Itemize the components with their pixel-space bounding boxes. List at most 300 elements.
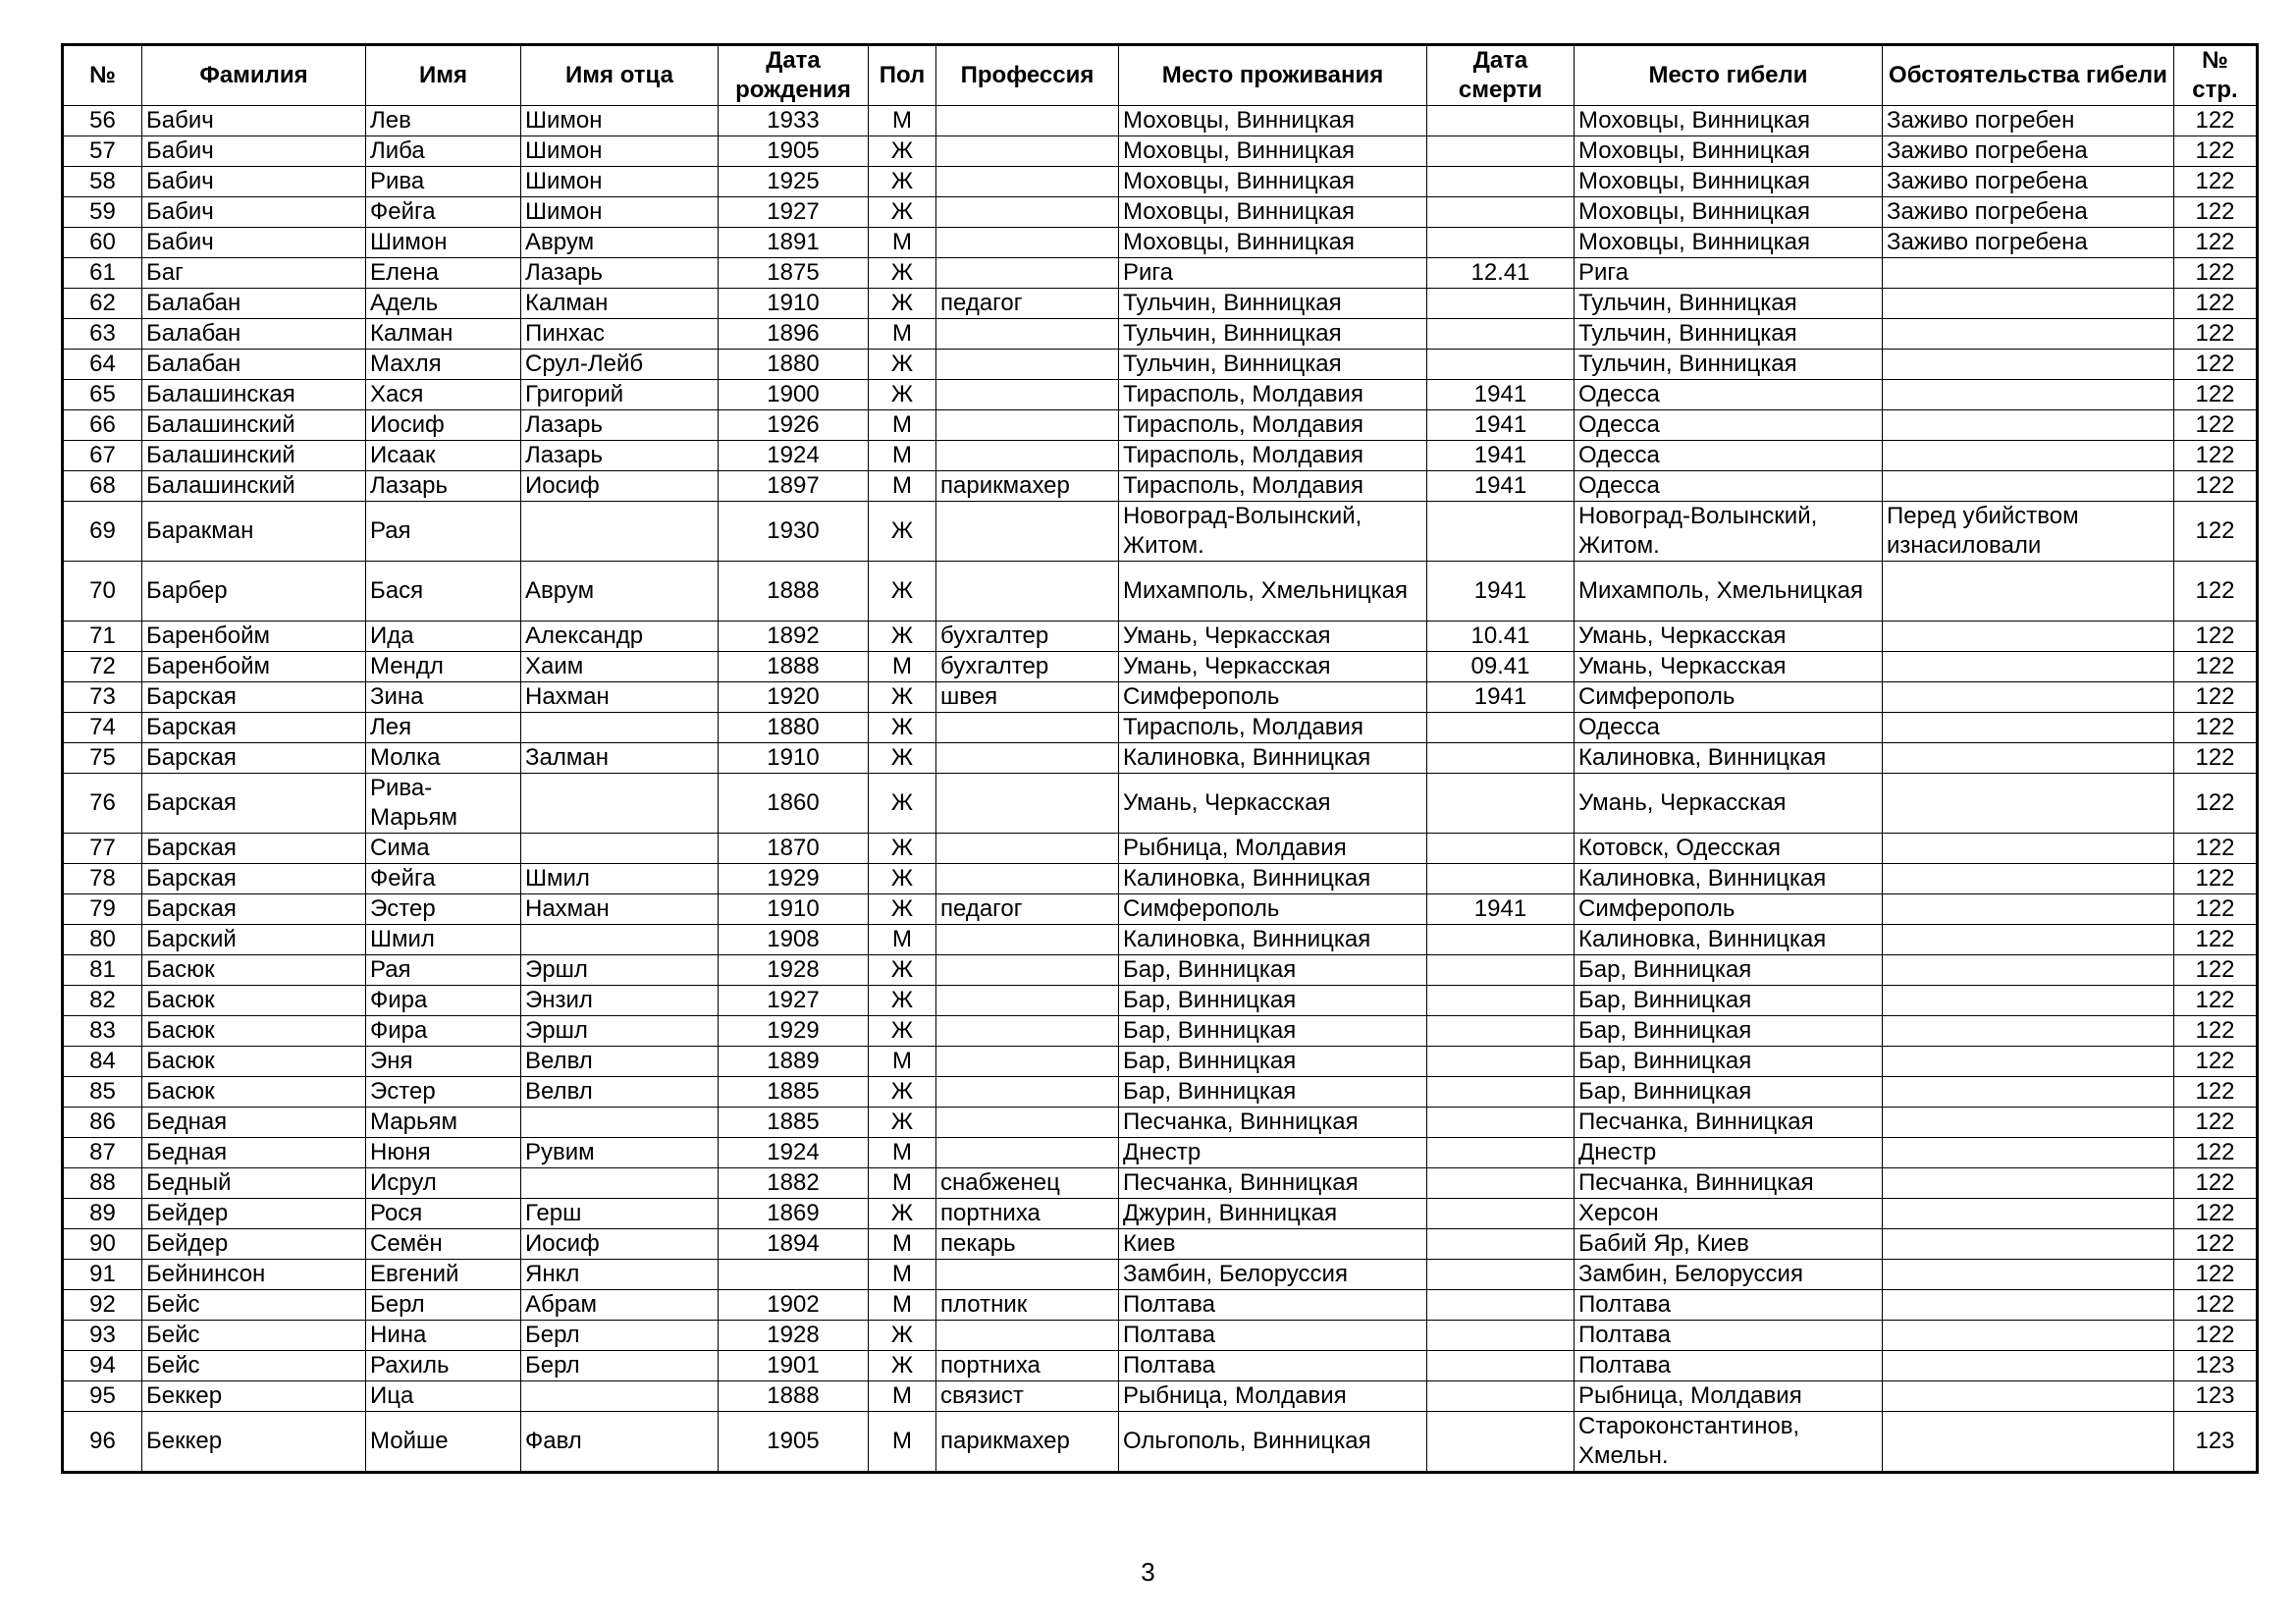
cell-residence: Полтава [1119, 1290, 1427, 1321]
cell-birth-year: 1905 [719, 1412, 869, 1473]
cell-birth-year: 1927 [719, 197, 869, 228]
cell-circumstances [1883, 258, 2174, 289]
cell-sex: Ж [869, 1321, 936, 1351]
cell-death-place: Симферополь [1575, 682, 1883, 713]
cell-profession [936, 562, 1119, 622]
table-header-row [63, 45, 2258, 106]
cell-surname: Беккер [142, 1381, 366, 1412]
cell-sex: М [869, 925, 936, 955]
cell-death-date [1427, 955, 1575, 986]
cell-residence: Полтава [1119, 1351, 1427, 1381]
cell-page-ref: 122 [2174, 502, 2258, 562]
cell-circumstances [1883, 774, 2174, 834]
cell-profession [936, 167, 1119, 197]
cell-residence: Тирасполь, Молдавия [1119, 713, 1427, 743]
cell-surname: Баренбойм [142, 652, 366, 682]
cell-surname: Барская [142, 774, 366, 834]
cell-patronymic: Берл [521, 1351, 719, 1381]
table-row [63, 622, 2258, 652]
cell-circumstances [1883, 1168, 2174, 1199]
cell-residence: Умань, Черкасская [1119, 622, 1427, 652]
cell-first-name: Рива [366, 167, 521, 197]
header-col-sex: Пол [869, 45, 936, 106]
cell-patronymic: Велвл [521, 1077, 719, 1108]
cell-death-date: 1941 [1427, 562, 1575, 622]
cell-birth-year: 1929 [719, 1016, 869, 1047]
cell-surname: Балашинский [142, 410, 366, 441]
cell-number: 75 [63, 743, 142, 774]
cell-birth-year: 1933 [719, 106, 869, 136]
cell-birth-year: 1888 [719, 1381, 869, 1412]
cell-circumstances [1883, 713, 2174, 743]
cell-death-place: Моховцы, Винницкая [1575, 106, 1883, 136]
header-col-first-name: Имя [366, 45, 521, 106]
cell-circumstances [1883, 894, 2174, 925]
cell-page-ref: 122 [2174, 682, 2258, 713]
cell-number: 91 [63, 1260, 142, 1290]
cell-death-date [1427, 1321, 1575, 1351]
table-row [63, 925, 2258, 955]
cell-residence: Ольгополь, Винницкая [1119, 1412, 1427, 1473]
cell-circumstances [1883, 441, 2174, 471]
cell-profession [936, 502, 1119, 562]
cell-first-name: Сима [366, 834, 521, 864]
cell-circumstances [1883, 1290, 2174, 1321]
cell-number: 92 [63, 1290, 142, 1321]
cell-profession [936, 1260, 1119, 1290]
cell-sex: М [869, 1381, 936, 1412]
cell-death-place: Полтава [1575, 1351, 1883, 1381]
cell-page-ref: 122 [2174, 167, 2258, 197]
cell-first-name: Эстер [366, 1077, 521, 1108]
cell-death-date [1427, 925, 1575, 955]
cell-surname: Басюк [142, 955, 366, 986]
cell-surname: Балашинский [142, 471, 366, 502]
cell-birth-year: 1924 [719, 441, 869, 471]
header-col-number: № [63, 45, 142, 106]
cell-sex: Ж [869, 167, 936, 197]
cell-profession: парикмахер [936, 471, 1119, 502]
cell-death-place: Тульчин, Винницкая [1575, 289, 1883, 319]
cell-profession [936, 1077, 1119, 1108]
cell-sex: М [869, 1168, 936, 1199]
cell-residence: Моховцы, Винницкая [1119, 228, 1427, 258]
cell-number: 78 [63, 864, 142, 894]
cell-first-name: Ица [366, 1381, 521, 1412]
cell-page-ref: 122 [2174, 986, 2258, 1016]
cell-patronymic: Шмил [521, 864, 719, 894]
cell-death-date [1427, 1047, 1575, 1077]
table-row [63, 1108, 2258, 1138]
cell-death-place: Новоград-Волынский, Житом. [1575, 502, 1883, 562]
cell-page-ref: 123 [2174, 1381, 2258, 1412]
cell-death-place: Михамполь, Хмельницкая [1575, 562, 1883, 622]
cell-number: 60 [63, 228, 142, 258]
cell-death-date [1427, 1290, 1575, 1321]
cell-death-place: Песчанка, Винницкая [1575, 1108, 1883, 1138]
cell-page-ref: 123 [2174, 1351, 2258, 1381]
header-col-patronymic: Имя отца [521, 45, 719, 106]
cell-sex: Ж [869, 955, 936, 986]
cell-surname: Бедный [142, 1168, 366, 1199]
cell-sex: Ж [869, 1351, 936, 1381]
cell-sex: М [869, 106, 936, 136]
cell-surname: Бейдер [142, 1199, 366, 1229]
cell-surname: Барская [142, 682, 366, 713]
cell-birth-year [719, 1260, 869, 1290]
cell-patronymic: Александр [521, 622, 719, 652]
table-row [63, 1047, 2258, 1077]
cell-page-ref: 122 [2174, 410, 2258, 441]
cell-residence: Тульчин, Винницкая [1119, 350, 1427, 380]
cell-patronymic: Эршл [521, 955, 719, 986]
cell-residence: Бар, Винницкая [1119, 955, 1427, 986]
cell-death-date: 1941 [1427, 471, 1575, 502]
cell-page-ref: 122 [2174, 1229, 2258, 1260]
cell-death-place: Рига [1575, 258, 1883, 289]
cell-death-place: Песчанка, Винницкая [1575, 1168, 1883, 1199]
cell-patronymic [521, 1381, 719, 1412]
table-row [63, 1199, 2258, 1229]
cell-number: 79 [63, 894, 142, 925]
cell-residence: Песчанка, Винницкая [1119, 1108, 1427, 1138]
cell-sex: Ж [869, 894, 936, 925]
cell-death-date [1427, 1260, 1575, 1290]
cell-sex: Ж [869, 713, 936, 743]
cell-residence: Киев [1119, 1229, 1427, 1260]
cell-circumstances [1883, 1108, 2174, 1138]
cell-first-name: Фира [366, 986, 521, 1016]
cell-death-place: Калиновка, Винницкая [1575, 743, 1883, 774]
cell-birth-year: 1924 [719, 1138, 869, 1168]
table-row [63, 774, 2258, 834]
cell-profession [936, 106, 1119, 136]
cell-circumstances: Заживо погребен [1883, 106, 2174, 136]
table-row [63, 652, 2258, 682]
cell-death-place: Умань, Черкасская [1575, 622, 1883, 652]
table-row [63, 410, 2258, 441]
table-row [63, 834, 2258, 864]
cell-profession [936, 350, 1119, 380]
cell-birth-year: 1901 [719, 1351, 869, 1381]
cell-death-place: Одесса [1575, 410, 1883, 441]
cell-number: 61 [63, 258, 142, 289]
cell-first-name: Лев [366, 106, 521, 136]
cell-patronymic: Лазарь [521, 441, 719, 471]
cell-birth-year: 1880 [719, 713, 869, 743]
cell-death-place: Симферополь [1575, 894, 1883, 925]
cell-sex: Ж [869, 622, 936, 652]
cell-page-ref: 123 [2174, 1412, 2258, 1473]
table-row [63, 197, 2258, 228]
cell-circumstances: Заживо погребена [1883, 167, 2174, 197]
cell-death-date: 1941 [1427, 682, 1575, 713]
cell-first-name: Калман [366, 319, 521, 350]
cell-surname: Барский [142, 925, 366, 955]
cell-death-place: Моховцы, Винницкая [1575, 167, 1883, 197]
cell-sex: М [869, 1047, 936, 1077]
cell-number: 70 [63, 562, 142, 622]
cell-first-name: Рая [366, 502, 521, 562]
cell-death-date [1427, 1199, 1575, 1229]
cell-residence: Умань, Черкасская [1119, 774, 1427, 834]
cell-birth-year: 1920 [719, 682, 869, 713]
cell-profession [936, 925, 1119, 955]
cell-circumstances [1883, 1381, 2174, 1412]
cell-residence: Песчанка, Винницкая [1119, 1168, 1427, 1199]
header-col-residence: Место проживания [1119, 45, 1427, 106]
cell-page-ref: 122 [2174, 652, 2258, 682]
cell-number: 83 [63, 1016, 142, 1047]
cell-number: 93 [63, 1321, 142, 1351]
cell-patronymic: Шимон [521, 167, 719, 197]
cell-number: 65 [63, 380, 142, 410]
cell-residence: Бар, Винницкая [1119, 986, 1427, 1016]
cell-page-ref: 122 [2174, 713, 2258, 743]
cell-number: 89 [63, 1199, 142, 1229]
table-row [63, 894, 2258, 925]
cell-surname: Бейс [142, 1290, 366, 1321]
cell-circumstances [1883, 1351, 2174, 1381]
cell-residence: Рыбница, Молдавия [1119, 834, 1427, 864]
cell-page-ref: 122 [2174, 258, 2258, 289]
cell-number: 85 [63, 1077, 142, 1108]
cell-profession: связист [936, 1381, 1119, 1412]
cell-patronymic: Хаим [521, 652, 719, 682]
cell-number: 86 [63, 1108, 142, 1138]
cell-death-date [1427, 167, 1575, 197]
cell-surname: Бейс [142, 1351, 366, 1381]
cell-number: 74 [63, 713, 142, 743]
cell-number: 58 [63, 167, 142, 197]
cell-surname: Балабан [142, 319, 366, 350]
cell-first-name: Елена [366, 258, 521, 289]
cell-page-ref: 122 [2174, 471, 2258, 502]
cell-surname: Баренбойм [142, 622, 366, 652]
cell-patronymic [521, 502, 719, 562]
cell-page-ref: 122 [2174, 743, 2258, 774]
cell-surname: Баракман [142, 502, 366, 562]
cell-surname: Барская [142, 713, 366, 743]
cell-birth-year: 1894 [719, 1229, 869, 1260]
cell-surname: Басюк [142, 1077, 366, 1108]
cell-birth-year: 1860 [719, 774, 869, 834]
cell-circumstances [1883, 471, 2174, 502]
cell-patronymic: Герш [521, 1199, 719, 1229]
cell-death-date [1427, 289, 1575, 319]
table-row [63, 167, 2258, 197]
cell-page-ref: 122 [2174, 1199, 2258, 1229]
cell-birth-year: 1925 [719, 167, 869, 197]
cell-number: 71 [63, 622, 142, 652]
cell-surname: Басюк [142, 1047, 366, 1077]
cell-number: 94 [63, 1351, 142, 1381]
cell-circumstances [1883, 955, 2174, 986]
table-row [63, 1077, 2258, 1108]
cell-first-name: Нина [366, 1321, 521, 1351]
cell-patronymic: Нахман [521, 682, 719, 713]
header-col-death-place: Место гибели [1575, 45, 1883, 106]
cell-death-place: Калиновка, Винницкая [1575, 925, 1883, 955]
cell-birth-year: 1905 [719, 136, 869, 167]
cell-death-date [1427, 834, 1575, 864]
cell-number: 68 [63, 471, 142, 502]
table-row [63, 1016, 2258, 1047]
cell-patronymic: Янкл [521, 1260, 719, 1290]
cell-birth-year: 1891 [719, 228, 869, 258]
cell-birth-year: 1882 [719, 1168, 869, 1199]
header-col-surname: Фамилия [142, 45, 366, 106]
cell-sex: Ж [869, 1077, 936, 1108]
table-row [63, 864, 2258, 894]
table-row [63, 441, 2258, 471]
cell-birth-year: 1927 [719, 986, 869, 1016]
cell-residence: Тульчин, Винницкая [1119, 289, 1427, 319]
cell-birth-year: 1880 [719, 350, 869, 380]
cell-surname: Бабич [142, 228, 366, 258]
cell-circumstances [1883, 350, 2174, 380]
cell-birth-year: 1875 [719, 258, 869, 289]
cell-patronymic [521, 1168, 719, 1199]
cell-circumstances [1883, 682, 2174, 713]
cell-profession: пекарь [936, 1229, 1119, 1260]
cell-sex: М [869, 471, 936, 502]
cell-birth-year: 1889 [719, 1047, 869, 1077]
cell-first-name: Хася [366, 380, 521, 410]
cell-profession: педагог [936, 289, 1119, 319]
cell-death-date: 12.41 [1427, 258, 1575, 289]
cell-page-ref: 122 [2174, 441, 2258, 471]
cell-first-name: Рива-Марьям [366, 774, 521, 834]
cell-patronymic: Григорий [521, 380, 719, 410]
cell-patronymic: Лазарь [521, 258, 719, 289]
cell-birth-year: 1885 [719, 1108, 869, 1138]
cell-death-date [1427, 319, 1575, 350]
cell-death-place: Тульчин, Винницкая [1575, 350, 1883, 380]
cell-first-name: Рося [366, 1199, 521, 1229]
cell-patronymic: Шимон [521, 106, 719, 136]
table-row [63, 743, 2258, 774]
cell-profession [936, 834, 1119, 864]
cell-birth-year: 1928 [719, 955, 869, 986]
cell-number: 81 [63, 955, 142, 986]
cell-circumstances [1883, 1199, 2174, 1229]
cell-residence: Замбин, Белоруссия [1119, 1260, 1427, 1290]
cell-profession: парикмахер [936, 1412, 1119, 1473]
cell-death-date [1427, 136, 1575, 167]
cell-surname: Бабич [142, 106, 366, 136]
cell-profession [936, 228, 1119, 258]
cell-circumstances [1883, 562, 2174, 622]
cell-patronymic: Иосиф [521, 1229, 719, 1260]
cell-profession: портниха [936, 1351, 1119, 1381]
page-number: 3 [1141, 1557, 1155, 1587]
cell-death-date [1427, 864, 1575, 894]
cell-residence: Умань, Черкасская [1119, 652, 1427, 682]
cell-number: 77 [63, 834, 142, 864]
cell-first-name: Рахиль [366, 1351, 521, 1381]
cell-sex: Ж [869, 380, 936, 410]
cell-page-ref: 122 [2174, 1108, 2258, 1138]
cell-profession: бухгалтер [936, 652, 1119, 682]
cell-profession [936, 743, 1119, 774]
cell-sex: Ж [869, 562, 936, 622]
cell-first-name: Фира [366, 1016, 521, 1047]
cell-page-ref: 122 [2174, 864, 2258, 894]
cell-death-date [1427, 743, 1575, 774]
cell-circumstances: Перед убийством изнасиловали [1883, 502, 2174, 562]
cell-residence: Днестр [1119, 1138, 1427, 1168]
table-row [63, 502, 2258, 562]
table-row [63, 955, 2258, 986]
cell-page-ref: 122 [2174, 1321, 2258, 1351]
cell-circumstances [1883, 1138, 2174, 1168]
cell-first-name: Мендл [366, 652, 521, 682]
cell-residence: Симферополь [1119, 682, 1427, 713]
cell-birth-year: 1869 [719, 1199, 869, 1229]
cell-birth-year: 1902 [719, 1290, 869, 1321]
cell-sex: Ж [869, 136, 936, 167]
cell-patronymic: Аврум [521, 562, 719, 622]
cell-sex: М [869, 1412, 936, 1473]
cell-residence: Моховцы, Винницкая [1119, 136, 1427, 167]
cell-death-place: Староконстантинов, Хмельн. [1575, 1412, 1883, 1473]
cell-death-date: 1941 [1427, 894, 1575, 925]
cell-surname: Баг [142, 258, 366, 289]
cell-sex: М [869, 319, 936, 350]
table-row [63, 1351, 2258, 1381]
cell-circumstances [1883, 380, 2174, 410]
cell-circumstances [1883, 743, 2174, 774]
table-row [63, 986, 2258, 1016]
cell-residence: Рига [1119, 258, 1427, 289]
table-row [63, 289, 2258, 319]
cell-profession [936, 1016, 1119, 1047]
cell-page-ref: 122 [2174, 834, 2258, 864]
cell-first-name: Фейга [366, 864, 521, 894]
cell-patronymic [521, 925, 719, 955]
cell-birth-year: 1888 [719, 562, 869, 622]
cell-circumstances [1883, 1016, 2174, 1047]
cell-first-name: Зина [366, 682, 521, 713]
cell-death-place: Одесса [1575, 441, 1883, 471]
cell-residence: Моховцы, Винницкая [1119, 167, 1427, 197]
cell-profession [936, 380, 1119, 410]
cell-death-place: Моховцы, Винницкая [1575, 197, 1883, 228]
header-col-page-ref: № стр. [2174, 45, 2258, 106]
cell-sex: Ж [869, 350, 936, 380]
cell-patronymic: Аврум [521, 228, 719, 258]
cell-birth-year: 1930 [719, 502, 869, 562]
cell-profession: плотник [936, 1290, 1119, 1321]
cell-surname: Барская [142, 834, 366, 864]
cell-first-name: Бася [366, 562, 521, 622]
cell-first-name: Махля [366, 350, 521, 380]
cell-first-name: Берл [366, 1290, 521, 1321]
cell-number: 87 [63, 1138, 142, 1168]
cell-circumstances [1883, 1077, 2174, 1108]
cell-surname: Басюк [142, 1016, 366, 1047]
cell-sex: М [869, 1260, 936, 1290]
cell-page-ref: 122 [2174, 197, 2258, 228]
cell-death-place: Бабий Яр, Киев [1575, 1229, 1883, 1260]
cell-birth-year: 1888 [719, 652, 869, 682]
cell-patronymic: Залман [521, 743, 719, 774]
cell-number: 84 [63, 1047, 142, 1077]
cell-first-name: Фейга [366, 197, 521, 228]
cell-page-ref: 122 [2174, 380, 2258, 410]
cell-birth-year: 1908 [719, 925, 869, 955]
